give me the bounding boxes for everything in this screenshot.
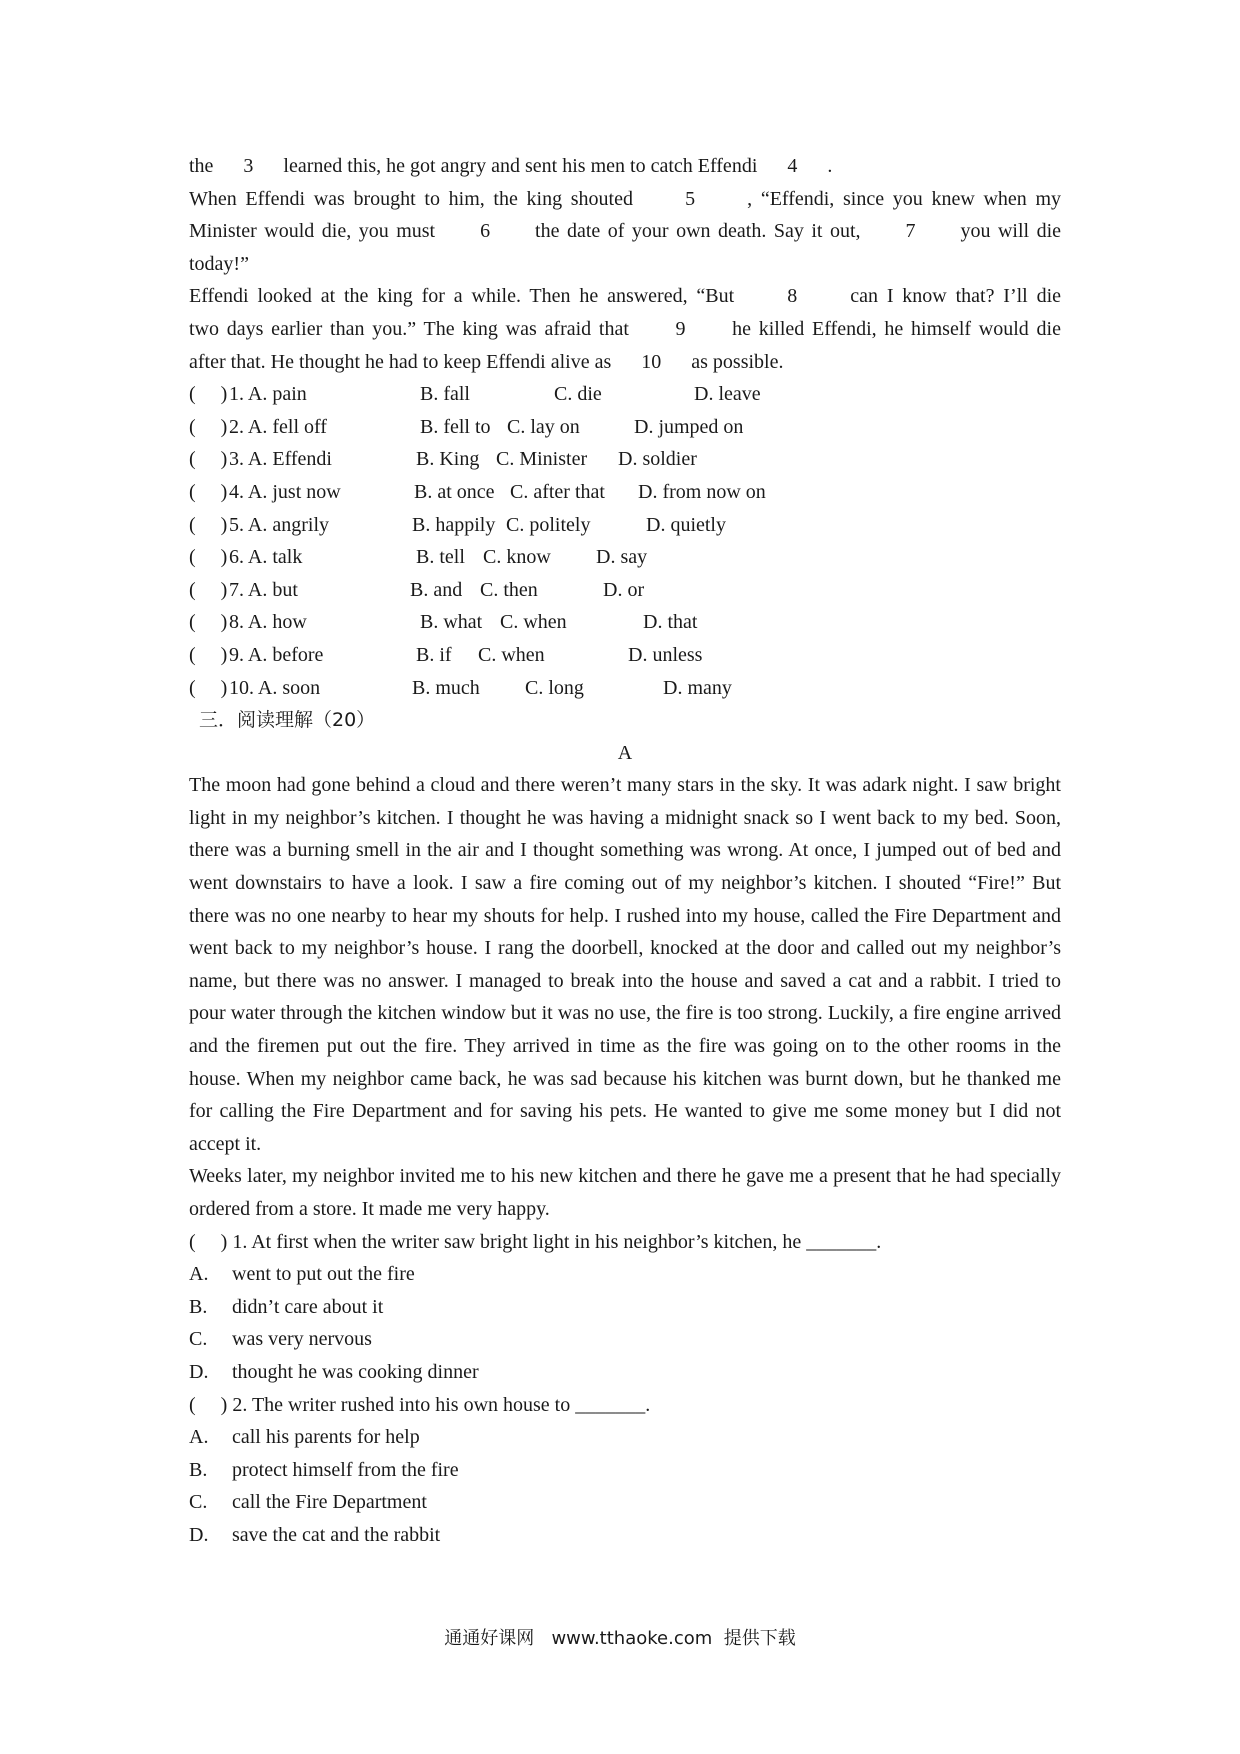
option-d: D. or bbox=[603, 578, 645, 601]
question-number: 2. bbox=[229, 415, 244, 438]
question-number: 5. bbox=[229, 513, 244, 536]
section-heading: 三．阅读理解（20） bbox=[199, 709, 376, 732]
answer-bracket: ( ) bbox=[189, 643, 228, 666]
answer-bracket: ( ) bbox=[189, 480, 228, 503]
option-a: A. soon bbox=[257, 676, 321, 699]
cloze-question bbox=[189, 541, 1061, 574]
option-d: D. soldier bbox=[618, 448, 697, 471]
answer-choice bbox=[189, 1356, 1061, 1389]
answer-bracket: ( ) bbox=[189, 676, 228, 699]
passage-label: A bbox=[617, 741, 633, 764]
choice-text: thought he was cooking dinner bbox=[232, 1360, 479, 1383]
choice-text: was very nervous bbox=[232, 1328, 372, 1351]
choice-text: protect himself from the fire bbox=[232, 1458, 459, 1481]
choice-text: didn’t care about it bbox=[232, 1295, 384, 1318]
choice-letter: C. bbox=[189, 1328, 208, 1351]
option-c: C. long bbox=[525, 676, 584, 699]
option-c: C. when bbox=[478, 643, 545, 666]
cloze-question-list bbox=[189, 378, 1061, 704]
cloze-question bbox=[189, 509, 1061, 542]
choice-letter: C. bbox=[189, 1491, 208, 1514]
option-a: A. fell off bbox=[247, 415, 327, 438]
option-c: C. after that bbox=[510, 480, 605, 503]
option-d: D. many bbox=[663, 676, 732, 699]
cloze-question bbox=[189, 443, 1061, 476]
question-number: 1. bbox=[229, 383, 244, 406]
cloze-question bbox=[189, 476, 1061, 509]
answer-bracket: ( ) bbox=[189, 415, 228, 438]
page-content bbox=[189, 150, 1061, 1552]
choice-letter: A. bbox=[189, 1263, 209, 1286]
question-stem: ( ) 2. The writer rushed into his own house to _______. bbox=[189, 1393, 651, 1416]
option-b: B. and bbox=[410, 578, 463, 601]
reading-question bbox=[189, 1226, 1061, 1389]
answer-choice bbox=[189, 1454, 1061, 1487]
passage-paragraph: The moon had gone behind a cloud and there weren’t many stars in the sky. It was adark night. I saw bright light in my neighbor’s kitchen. I thought he was having a midnight snack so I went back to my bed. Soon, there was a burning smell in the air and I thought something was wrong. At once, I jumped out of bed and went downstairs to have a look. I saw a fire coming out of my neighbor’s kitchen. I shouted “Fire!” But there was no one nearby to hear my shouts for help. I rushed into my house, called the Fire Department and went back to my neighbor’s house. I rang the doorbell, knocked at the door and called out my neighbor’s name, but there was no answer. I managed to break into the house and saved a cat and a rabbit. I tried to pour water through the kitchen window but it was no use, the fire is too strong. Luckily, a fire engine arrived and the firemen put out the fire. They arrived in time as the fire was going on to the other rooms in the house. When my neighbor came back, he was sad because his kitchen was burnt down, but he thanked me for calling the Fire Department and for saving his pets. He wanted to give me some money but I did not accept it. bbox=[189, 774, 1061, 1155]
cloze-line: When Effendi was brought to him, the king shouted 5 , “Effendi, since you knew when my bbox=[189, 187, 1061, 210]
option-c: C. when bbox=[500, 611, 567, 634]
passage-paragraph: Weeks later, my neighbor invited me to his new kitchen and there he gave me a present that he had specially ordered from a store. It made me very happy. bbox=[189, 1165, 1061, 1220]
answer-choice bbox=[189, 1258, 1061, 1291]
option-d: D. quietly bbox=[646, 513, 726, 536]
option-c: C. Minister bbox=[496, 448, 588, 471]
answer-choice bbox=[189, 1291, 1061, 1324]
option-c: C. politely bbox=[506, 513, 591, 536]
option-b: B. if bbox=[416, 643, 452, 666]
choice-text: call the Fire Department bbox=[232, 1491, 427, 1514]
option-b: B. at once bbox=[414, 480, 495, 503]
choice-letter: B. bbox=[189, 1458, 208, 1481]
option-b: B. much bbox=[412, 676, 480, 699]
cloze-question bbox=[189, 411, 1061, 444]
question-number: 3. bbox=[229, 448, 244, 471]
choice-text: save the cat and the rabbit bbox=[232, 1523, 441, 1546]
option-b: B. fall bbox=[420, 383, 470, 406]
question-number: 7. bbox=[229, 578, 244, 601]
question-number: 8. bbox=[229, 611, 244, 634]
option-a: A. pain bbox=[247, 383, 307, 406]
option-a: A. talk bbox=[247, 546, 303, 569]
answer-choice bbox=[189, 1421, 1061, 1454]
option-d: D. from now on bbox=[638, 480, 766, 503]
option-b: B. happily bbox=[412, 513, 496, 536]
option-b: B. what bbox=[420, 611, 483, 634]
question-number: 9. bbox=[229, 643, 244, 666]
choice-text: went to put out the fire bbox=[232, 1263, 415, 1286]
question-number: 4. bbox=[229, 480, 244, 503]
option-c: C. lay on bbox=[507, 415, 580, 438]
answer-choice bbox=[189, 1486, 1061, 1519]
cloze-line: the 3 learned this, he got angry and sent his men to catch Effendi 4 . bbox=[189, 155, 833, 177]
choice-letter: A. bbox=[189, 1426, 209, 1449]
answer-choice bbox=[189, 1519, 1061, 1552]
option-a: A. Effendi bbox=[247, 448, 332, 471]
cloze-question bbox=[189, 672, 1061, 705]
option-b: B. tell bbox=[416, 546, 465, 569]
cloze-question bbox=[189, 639, 1061, 672]
option-a: A. angrily bbox=[247, 513, 329, 536]
option-d: D. that bbox=[643, 611, 698, 634]
answer-bracket: ( ) bbox=[189, 513, 228, 536]
cloze-question bbox=[189, 606, 1061, 639]
cloze-question bbox=[189, 574, 1061, 607]
option-a: A. just now bbox=[247, 480, 341, 503]
option-d: D. say bbox=[596, 546, 648, 569]
option-d: D. leave bbox=[694, 383, 761, 406]
answer-bracket: ( ) bbox=[189, 448, 228, 471]
question-stem: ( ) 1. At first when the writer saw bright light in his neighbor’s kitchen, he _______. bbox=[189, 1230, 882, 1253]
question-number: 6. bbox=[229, 546, 244, 569]
answer-choice bbox=[189, 1323, 1061, 1356]
cloze-line: Minister would die, you must 6 the date of your own death. Say it out, 7 you will die bbox=[189, 220, 1061, 243]
option-c: C. know bbox=[483, 546, 551, 569]
cloze-line: today!” bbox=[189, 252, 249, 275]
answer-bracket: ( ) bbox=[189, 546, 228, 569]
choice-letter: B. bbox=[189, 1295, 208, 1318]
option-d: D. unless bbox=[628, 643, 703, 666]
option-b: B. King bbox=[416, 448, 480, 471]
choice-letter: D. bbox=[189, 1523, 209, 1546]
cloze-line: after that. He thought he had to keep Effendi alive as 10 as possible. bbox=[189, 350, 784, 373]
option-b: B. fell to bbox=[420, 415, 491, 438]
option-c: C. die bbox=[554, 383, 602, 406]
reading-question bbox=[189, 1389, 1061, 1552]
page-footer: 通通好课网 www.tthaoke.com 提供下载 bbox=[444, 1628, 796, 1649]
cloze-question bbox=[189, 378, 1061, 411]
choice-letter: D. bbox=[189, 1360, 209, 1383]
choice-text: call his parents for help bbox=[232, 1426, 420, 1449]
option-a: A. before bbox=[247, 643, 324, 666]
option-d: D. jumped on bbox=[634, 415, 744, 438]
option-a: A. how bbox=[247, 611, 307, 634]
option-a: A. but bbox=[247, 578, 298, 601]
cloze-line: Effendi looked at the king for a while. Then he answered, “But 8 can I know that? I’ll die bbox=[189, 285, 1061, 308]
answer-bracket: ( ) bbox=[189, 611, 228, 634]
answer-bracket: ( ) bbox=[189, 578, 228, 601]
question-number: 10. bbox=[229, 676, 254, 699]
answer-bracket: ( ) bbox=[189, 383, 228, 406]
option-c: C. then bbox=[480, 578, 538, 601]
cloze-line: two days earlier than you.” The king was afraid that 9 he killed Effendi, he himself would die bbox=[189, 317, 1061, 340]
